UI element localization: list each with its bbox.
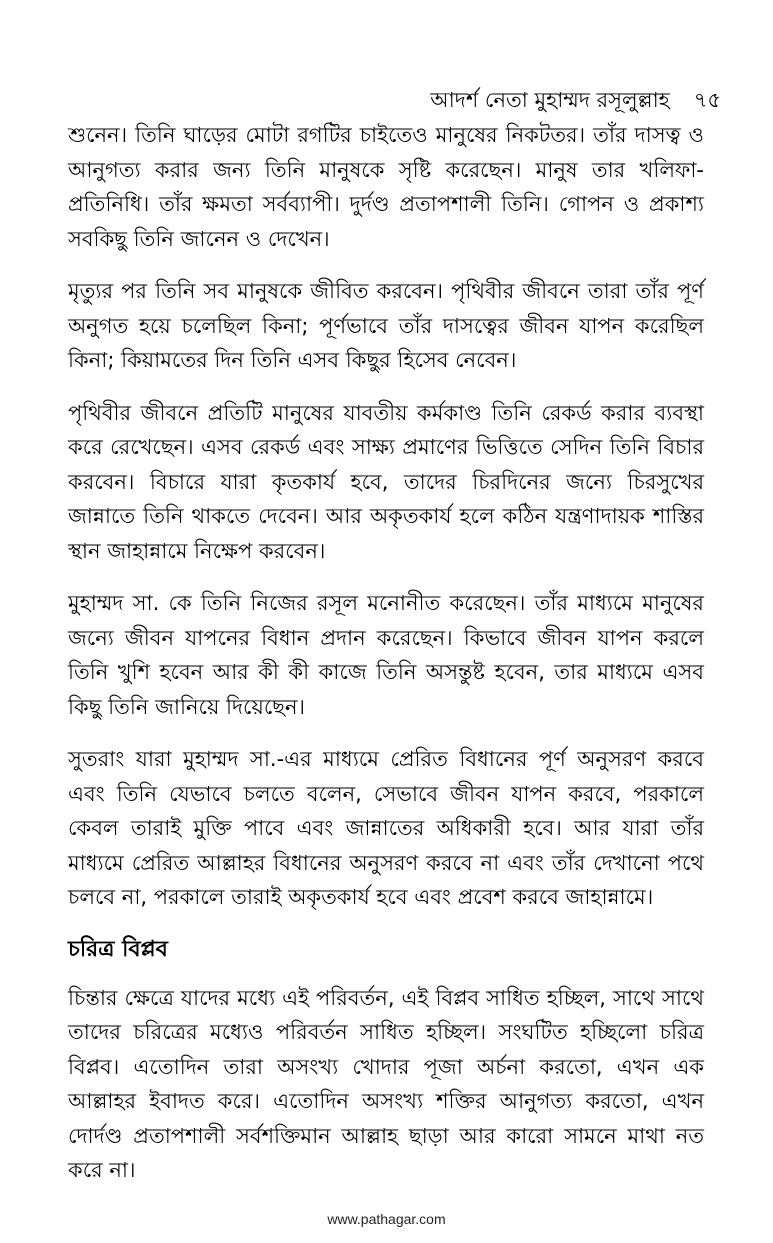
- paragraph: শুনেন। তিনি ঘাড়ের মোটা রগটির চাইতেও মানুষের নিকটতর। তাঁর দাসত্ব ও আনুগত্য করার জন্য তিনি মানুষকে সৃষ্টি করেছেন। মানুষ তার খলিফা-প্রতিনিধি। তাঁর ক্ষমতা সর্বব্যাপী। দুর্দণ্ড প্রতাপশালী তিনি। গোপন ও প্রকাশ্য সবকিছু তিনি জানেন ও দেখেন।: [68, 123, 704, 251]
- footer-url: www.pathagar.com: [327, 1211, 446, 1227]
- section-heading: চরিত্র বিপ্লব: [68, 936, 168, 962]
- paragraph: মৃত্যুর পর তিনি সব মানুষকে জীবিত করবেন। পৃথিবীর জীবনে তারা তাঁর পূর্ণ অনুগত হয়ে চলেছিল কিনা; পূর্ণভাবে তাঁর দাসত্বের জীবন যাপন করেছিল কিনা; কিয়ামতের দিন তিনি এসব কিছুর হিসেব নেবেন।: [68, 279, 704, 372]
- book-title: আদর্শ নেতা মুহাম্মদ রসূলুল্লাহ: [430, 88, 670, 112]
- paragraph: মুহাম্মদ সা. কে তিনি নিজের রসূল মনোনীত করেছেন। তাঁর মাধ্যমে মানুষের জন্যে জীবন যাপনের বিধান প্রদান করেছেন। কিভাবে জীবন যাপন করলে তিনি খুশি হবেন আর কী কী কাজে তিনি অসন্তুষ্ট হবেন, তার মাধ্যমে এসব কিছু তিনি জানিয়ে দিয়েছেন।: [68, 591, 704, 719]
- running-header: [424, 84, 721, 119]
- paragraph: সুতরাং যারা মুহাম্মদ সা.-এর মাধ্যমে প্রেরিত বিধানের পূর্ণ অনুসরণ করবে এবং তিনি যেভাবে চলতে বলেন, সেভাবে জীবন যাপন করবে, পরকালে কেবল তারাই মুক্তি পাবে এবং জান্নাতের অধিকারী হবে। আর যারা তাঁর মাধ্যমে প্রেরিত আল্লাহর বিধানের অনুসরণ করবে না এবং তাঁর দেখানো পথে চলবে না, পরকালে তারাই অকৃতকার্য হবে এবং প্রবেশ করবে জাহান্নামে।: [68, 747, 704, 909]
- page-body: [68, 118, 704, 1206]
- page-number: ৭৫: [693, 88, 721, 112]
- paragraph: পৃথিবীর জীবনে প্রতিটি মানুষের যাবতীয় কর্মকাণ্ড তিনি রেকর্ড করার ব্যবস্থা করে রেখেছেন। এসব রেকর্ড এবং সাক্ষ্য প্রমাণের ভিত্তিতে সেদিন তিনি বিচার করবেন। বিচারে যারা কৃতকার্য হবে, তাদের চিরদিনের জন্যে চিরসুখের জান্নাতে তিনি থাকতে দেবেন। আর অকৃতকার্য হলে কঠিন যন্ত্রণাদায়ক শাস্তির স্থান জাহান্নামে নিক্ষেপ করবেন।: [68, 400, 704, 563]
- section-paragraph: চিন্তার ক্ষেত্রে যাদের মধ্যে এই পরিবর্তন, এই বিপ্লব সাধিত হচ্ছিল, সাথে সাথে তাদের চরিত্রের মধ্যেও পরিবর্তন সাধিত হচ্ছিল। সংঘটিত হচ্ছিলো চরিত্র বিপ্লব। এতোদিন তারা অসংখ্য খোদার পূজা অর্চনা করতো, এখন এক আল্লাহর ইবাদত করে। এতোদিন অসংখ্য শক্তির আনুগত্য করতো, এখন দোর্দণ্ড প্রতাপশালী সর্বশক্তিমান আল্লাহ ছাড়া আর কারো সামনে মাথা নত করে না।: [68, 985, 704, 1182]
